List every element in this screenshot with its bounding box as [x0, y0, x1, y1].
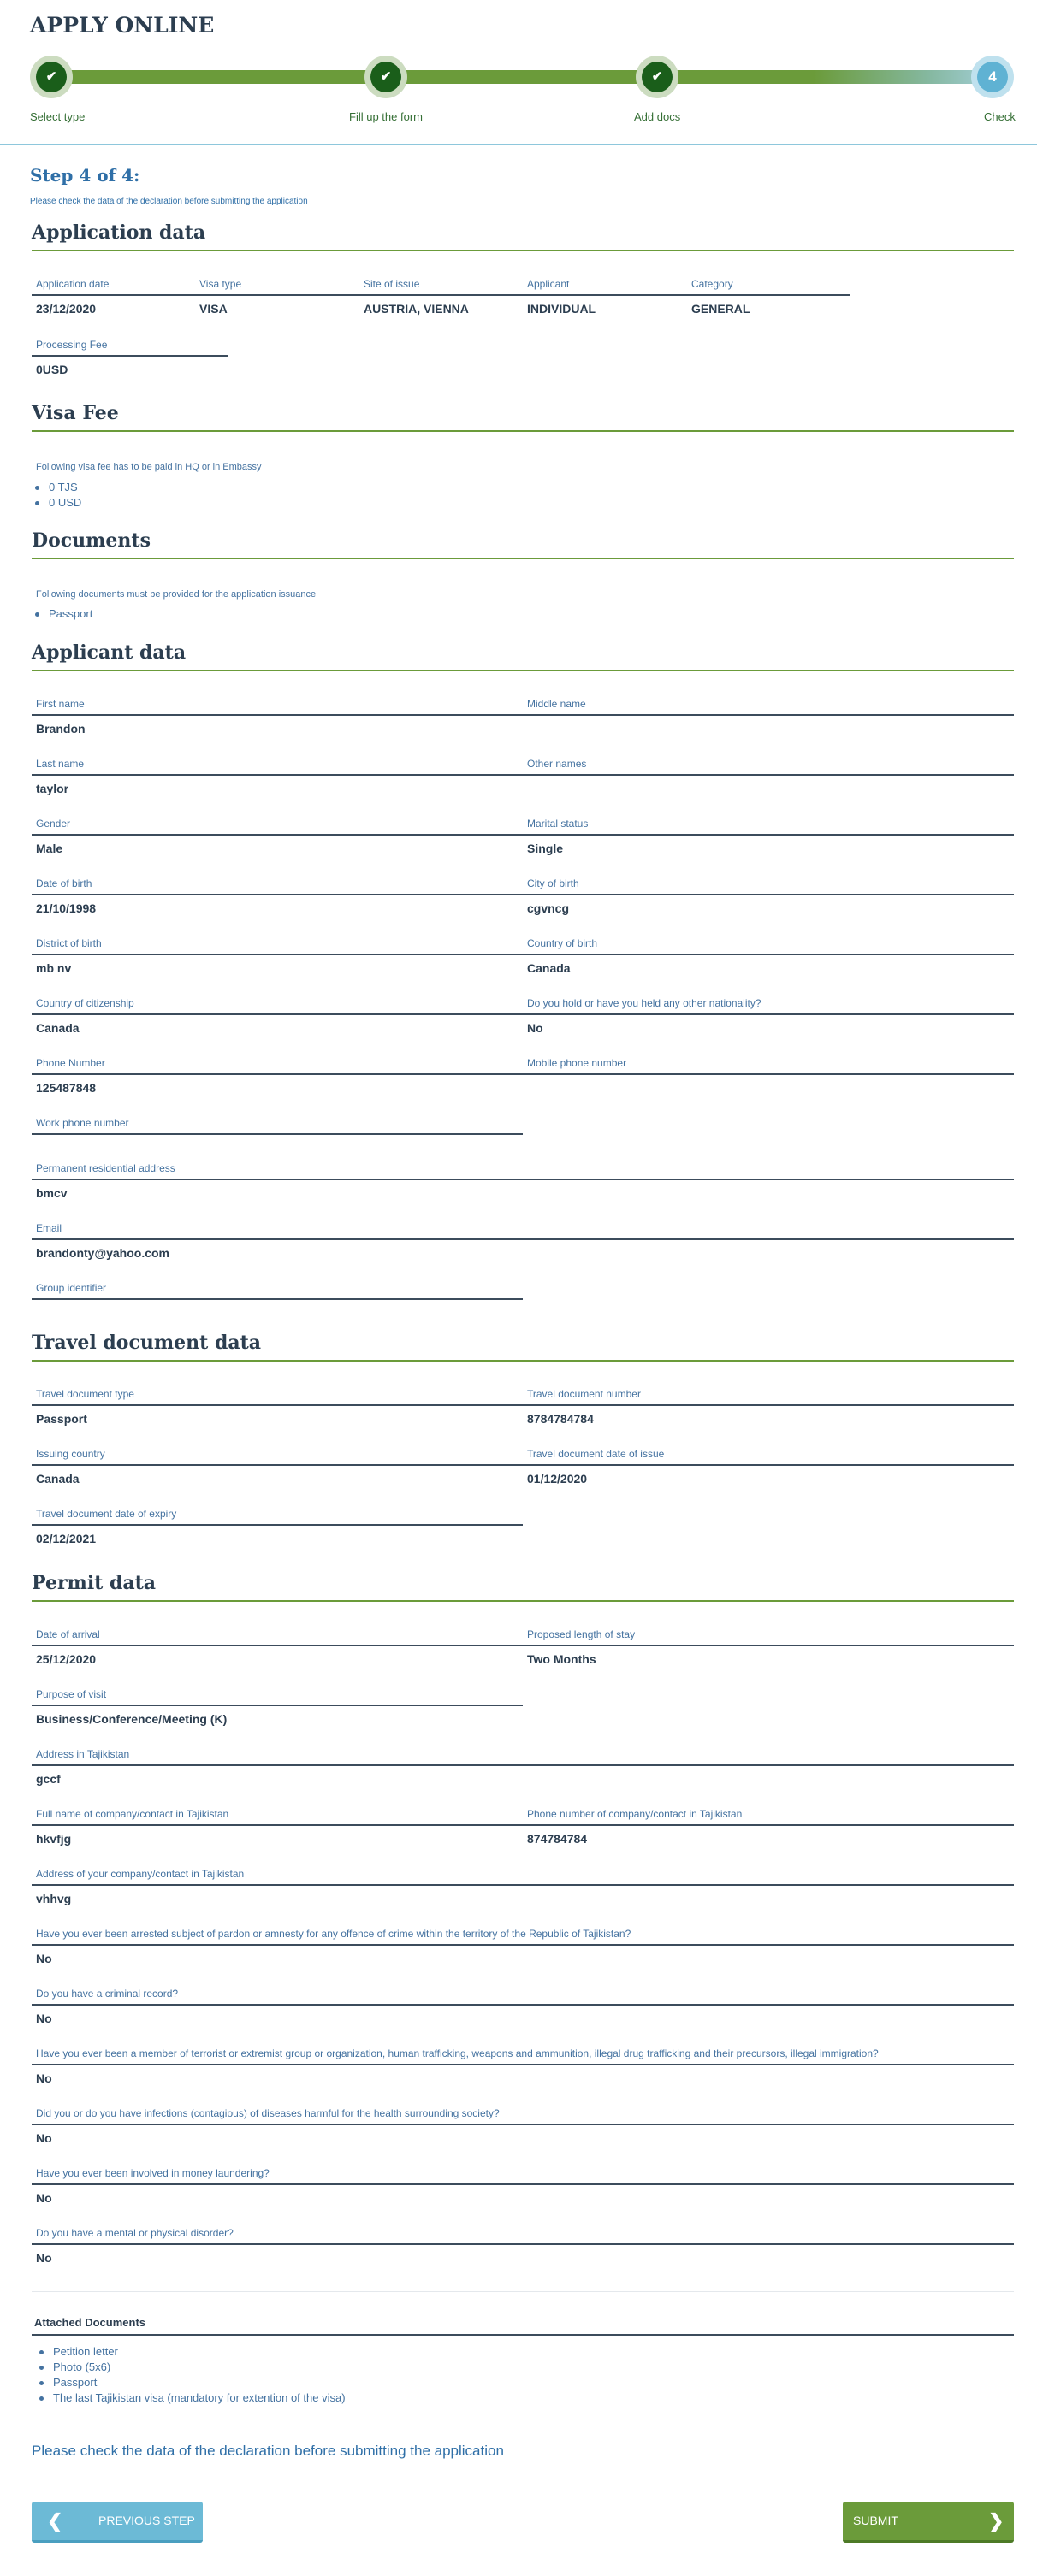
previous-step-button[interactable]: [32, 2502, 203, 2543]
list-item: Passport: [32, 606, 92, 622]
chevron-right-icon: ❯: [988, 2510, 1004, 2532]
documents-list: [32, 606, 92, 622]
field-mobile-phone: Mobile phone number: [523, 1054, 1014, 1114]
list-item: Passport: [36, 2375, 346, 2390]
step-2-circle[interactable]: [364, 56, 407, 98]
documents-note: Following documents must be provided for the application issuance: [36, 589, 317, 600]
check-icon: ✔: [370, 62, 401, 92]
field-country-of-citizenship: Country of citizenship Canada: [32, 994, 523, 1054]
field-question-arrested: Have you ever been arrested subject of pardon or amnesty for any offence of crime within the territory of the Republic of Tajikistan? No: [32, 1924, 1014, 1984]
step-3-circle[interactable]: [636, 56, 678, 98]
progress-track: [47, 70, 1005, 84]
field-company-contact-name: Full name of company/contact in Tajikistan hkvfjg: [32, 1805, 523, 1864]
attached-documents-title: Attached Documents: [34, 2316, 146, 2329]
section-rule: [32, 670, 1014, 671]
attached-separator: [32, 2291, 1014, 2292]
field-group-identifier: Group identifier: [32, 1279, 523, 1338]
check-icon: ✔: [36, 62, 67, 92]
field-purpose-of-visit: Purpose of visit Business/Conference/Meeting (K): [32, 1685, 523, 1745]
section-rule: [32, 1360, 1014, 1362]
field-address-tajikistan: Address in Tajikistan gccf: [32, 1745, 1014, 1805]
section-title-documents: Documents: [32, 529, 151, 552]
attached-documents-rule: [32, 2334, 1014, 2336]
field-company-contact-address: Address of your company/contact in Tajikistan vhhvg: [32, 1864, 1014, 1924]
field-length-of-stay: Proposed length of stay Two Months: [523, 1625, 1014, 1685]
step-label-add-docs: Add docs: [634, 110, 681, 123]
field-site-of-issue: Site of issue AUSTRIA, VIENNA: [359, 275, 523, 334]
visa-fee-list: [32, 480, 81, 511]
list-item: Photo (5x6): [36, 2360, 346, 2375]
field-applicant: Applicant INDIVIDUAL: [523, 275, 687, 334]
list-item: The last Tajikistan visa (mandatory for extention of the visa): [36, 2390, 346, 2406]
field-marital-status: Marital status Single: [523, 814, 1014, 874]
section-rule: [32, 1600, 1014, 1602]
field-application-date: Application date 23/12/2020: [32, 275, 195, 334]
field-travel-doc-expiry: Travel document date of expiry 02/12/2021: [32, 1504, 523, 1564]
field-question-infections: Did you or do you have infections (contagious) of diseases harmful for the health surrounding society? No: [32, 2104, 1014, 2164]
submit-label: SUBMIT: [853, 2514, 898, 2527]
page-title: APPLY ONLINE: [30, 13, 215, 38]
visa-fee-note: Following visa fee has to be paid in HQ or in Embassy: [36, 462, 262, 472]
step-label-check: Check: [984, 110, 1016, 123]
field-issuing-country: Issuing country Canada: [32, 1445, 523, 1504]
field-date-of-birth: Date of birth 21/10/1998: [32, 874, 523, 934]
section-rule: [32, 250, 1014, 251]
submit-button[interactable]: [843, 2502, 1014, 2543]
field-processing-fee: Processing Fee 0USD: [32, 335, 228, 395]
field-phone-number: Phone Number 125487848: [32, 1054, 523, 1114]
section-title-application: Application data: [32, 222, 206, 244]
field-question-money-laundering: Have you ever been involved in money laundering? No: [32, 2164, 1014, 2224]
step-number: 4: [977, 62, 1008, 92]
field-question-disorder: Do you have a mental or physical disorder? No: [32, 2224, 1014, 2284]
field-first-name: First name Brandon: [32, 694, 523, 754]
list-item: Petition letter: [36, 2344, 346, 2360]
field-country-of-birth: Country of birth Canada: [523, 934, 1014, 994]
final-note: Please check the data of the declaration before submitting the application: [32, 2443, 504, 2459]
field-other-nationality: Do you hold or have you held any other nationality? No: [523, 994, 1014, 1054]
chevron-left-icon: ❮: [47, 2510, 63, 2532]
field-company-contact-phone: Phone number of company/contact in Tajikistan 874784784: [523, 1805, 1014, 1864]
step-1-circle[interactable]: [30, 56, 73, 98]
field-gender: Gender Male: [32, 814, 523, 874]
step-note: Please check the data of the declaration before submitting the application: [30, 197, 308, 206]
previous-step-label: PREVIOUS STEP: [98, 2514, 195, 2527]
field-last-name: Last name taylor: [32, 754, 523, 814]
step-4-circle[interactable]: [971, 56, 1014, 98]
field-travel-doc-issue-date: Travel document date of issue 01/12/2020: [523, 1445, 1014, 1504]
section-title-visa-fee: Visa Fee: [32, 402, 119, 424]
list-item: 0 TJS: [32, 480, 81, 495]
step-heading: Step 4 of 4:: [30, 165, 140, 186]
field-question-terrorist: Have you ever been a member of terrorist or extremist group or organization, human trafficking, weapons and ammunition, illegal drug trafficking and their precursors, illegal immigration? No: [32, 2044, 1014, 2104]
section-title-travel: Travel document data: [32, 1332, 262, 1354]
field-work-phone: Work phone number: [32, 1114, 523, 1173]
field-email: Email brandonty@yahoo.com: [32, 1219, 1014, 1279]
header-divider: [0, 144, 1037, 145]
field-travel-doc-number: Travel document number 8784784784: [523, 1385, 1014, 1445]
field-residential-address: Permanent residential address bmcv: [32, 1159, 1014, 1219]
step-label-select-type: Select type: [30, 110, 86, 123]
field-middle-name: Middle name: [523, 694, 1014, 754]
field-date-of-arrival: Date of arrival 25/12/2020: [32, 1625, 523, 1685]
section-rule: [32, 558, 1014, 559]
step-label-fill-form: Fill up the form: [349, 110, 423, 123]
field-visa-type: Visa type VISA: [195, 275, 359, 334]
check-icon: ✔: [642, 62, 673, 92]
field-travel-doc-type: Travel document type Passport: [32, 1385, 523, 1445]
field-district-of-birth: District of birth mb nv: [32, 934, 523, 994]
list-item: 0 USD: [32, 495, 81, 511]
field-other-names: Other names: [523, 754, 1014, 814]
section-rule: [32, 430, 1014, 432]
section-title-permit: Permit data: [32, 1572, 157, 1594]
field-city-of-birth: City of birth cgvncg: [523, 874, 1014, 934]
field-question-criminal-record: Do you have a criminal record? No: [32, 1984, 1014, 2044]
attached-documents-list: [36, 2344, 346, 2406]
field-category: Category GENERAL: [687, 275, 850, 334]
section-title-applicant: Applicant data: [32, 641, 187, 664]
